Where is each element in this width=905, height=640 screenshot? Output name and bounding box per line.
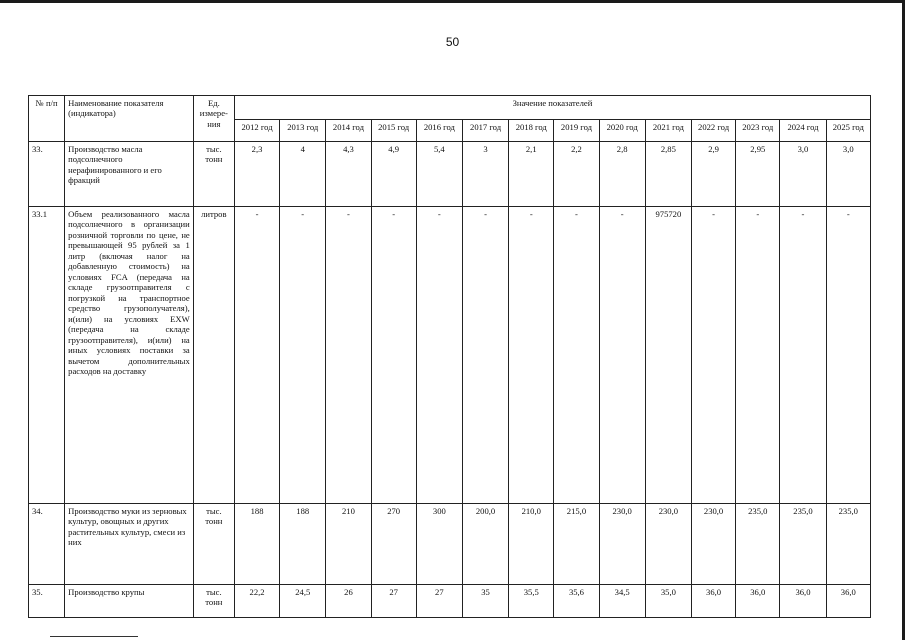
value-cell: 4 (280, 142, 326, 207)
unit-cell: тыс. тонн (193, 504, 234, 585)
value-cell: 235,0 (826, 504, 870, 585)
value-cell: 215,0 (554, 504, 599, 585)
value-cell: - (280, 207, 326, 504)
value-cell: - (736, 207, 780, 504)
row-number: 34. (29, 504, 65, 585)
header-year: 2021 год (645, 120, 691, 142)
value-cell: 5,4 (416, 142, 462, 207)
value-cell: 36,0 (780, 585, 826, 618)
value-cell: - (509, 207, 554, 504)
header-year: 2020 год (599, 120, 645, 142)
value-cell: 2,8 (599, 142, 645, 207)
value-cell: 210 (326, 504, 371, 585)
value-cell: 27 (371, 585, 416, 618)
value-cell: 975720 (645, 207, 691, 504)
header-year: 2019 год (554, 120, 599, 142)
value-cell: - (780, 207, 826, 504)
row-number: 33. (29, 142, 65, 207)
value-cell: - (326, 207, 371, 504)
value-cell: 26 (326, 585, 371, 618)
value-cell: - (691, 207, 735, 504)
value-cell: 2,1 (509, 142, 554, 207)
header-num: № п/п (29, 96, 65, 142)
value-cell: - (462, 207, 508, 504)
value-cell: 210,0 (509, 504, 554, 585)
value-cell: - (554, 207, 599, 504)
value-cell: 4,3 (326, 142, 371, 207)
header-year: 2022 год (691, 120, 735, 142)
value-cell: 230,0 (691, 504, 735, 585)
value-cell: 188 (280, 504, 326, 585)
indicator-name: Производство крупы (65, 585, 194, 618)
header-row-top (29, 96, 871, 120)
value-cell: 34,5 (599, 585, 645, 618)
value-cell: 36,0 (691, 585, 735, 618)
value-cell: - (234, 207, 279, 504)
value-cell: 235,0 (736, 504, 780, 585)
table-row (29, 142, 871, 207)
table-body (29, 142, 871, 618)
header-year: 2015 год (371, 120, 416, 142)
header-unit: Ед. измере-ния (193, 96, 234, 142)
header-year: 2013 год (280, 120, 326, 142)
page-number: 50 (445, 35, 460, 49)
header-year: 2014 год (326, 120, 371, 142)
unit-cell: тыс. тонн (193, 585, 234, 618)
row-number: 33.1 (29, 207, 65, 504)
page-top-edge (0, 0, 905, 3)
value-cell: 35 (462, 585, 508, 618)
value-cell: 35,6 (554, 585, 599, 618)
value-cell: 2,3 (234, 142, 279, 207)
header-year: 2023 год (736, 120, 780, 142)
header-year: 2018 год (509, 120, 554, 142)
header-year: 2024 год (780, 120, 826, 142)
value-cell: 27 (416, 585, 462, 618)
value-cell: 3 (462, 142, 508, 207)
value-cell: - (416, 207, 462, 504)
header-values-group: Значение показателей (234, 96, 870, 120)
value-cell: 22,2 (234, 585, 279, 618)
value-cell: 200,0 (462, 504, 508, 585)
footnote-separator (50, 636, 138, 637)
indicators-table (28, 95, 871, 618)
value-cell: - (599, 207, 645, 504)
value-cell: 35,0 (645, 585, 691, 618)
value-cell: 2,95 (736, 142, 780, 207)
value-cell: 35,5 (509, 585, 554, 618)
value-cell: 235,0 (780, 504, 826, 585)
header-year: 2016 год (416, 120, 462, 142)
value-cell: 230,0 (599, 504, 645, 585)
row-number: 35. (29, 585, 65, 618)
header-year: 2025 год (826, 120, 870, 142)
value-cell: 3,0 (826, 142, 870, 207)
value-cell: 36,0 (736, 585, 780, 618)
unit-cell: литров (193, 207, 234, 504)
header-year: 2017 год (462, 120, 508, 142)
value-cell: - (826, 207, 870, 504)
value-cell: 188 (234, 504, 279, 585)
header-name: Наименование показателя (индикатора) (65, 96, 194, 142)
value-cell: - (371, 207, 416, 504)
value-cell: 4,9 (371, 142, 416, 207)
value-cell: 2,9 (691, 142, 735, 207)
table-row (29, 504, 871, 585)
value-cell: 36,0 (826, 585, 870, 618)
value-cell: 2,85 (645, 142, 691, 207)
header-year: 2012 год (234, 120, 279, 142)
unit-cell: тыс. тонн (193, 142, 234, 207)
table-row (29, 585, 871, 618)
value-cell: 24,5 (280, 585, 326, 618)
indicator-name: Объем реализованного масла подсолнечного в организации розничной торговли по цене, не превышающей 95 рублей за 1 литр (включая налог на добавленную стоимость) на условиях FCA (передача на складе грузоотправителя с погрузкой на транспортное средство грузополучателя), и(или) на условиях EXW (передача на складе грузоотправителя), и(или) на иных условиях поставки за вычетом дополнительных расходов на доставку (65, 207, 194, 504)
value-cell: 230,0 (645, 504, 691, 585)
value-cell: 270 (371, 504, 416, 585)
value-cell: 300 (416, 504, 462, 585)
indicator-name: Производство муки из зерновых культур, овощных и других растительных культур, смеси из них (65, 504, 194, 585)
value-cell: 2,2 (554, 142, 599, 207)
table-row (29, 207, 871, 504)
value-cell: 3,0 (780, 142, 826, 207)
indicator-name: Производство масла подсолнечного нерафинированного и его фракций (65, 142, 194, 207)
